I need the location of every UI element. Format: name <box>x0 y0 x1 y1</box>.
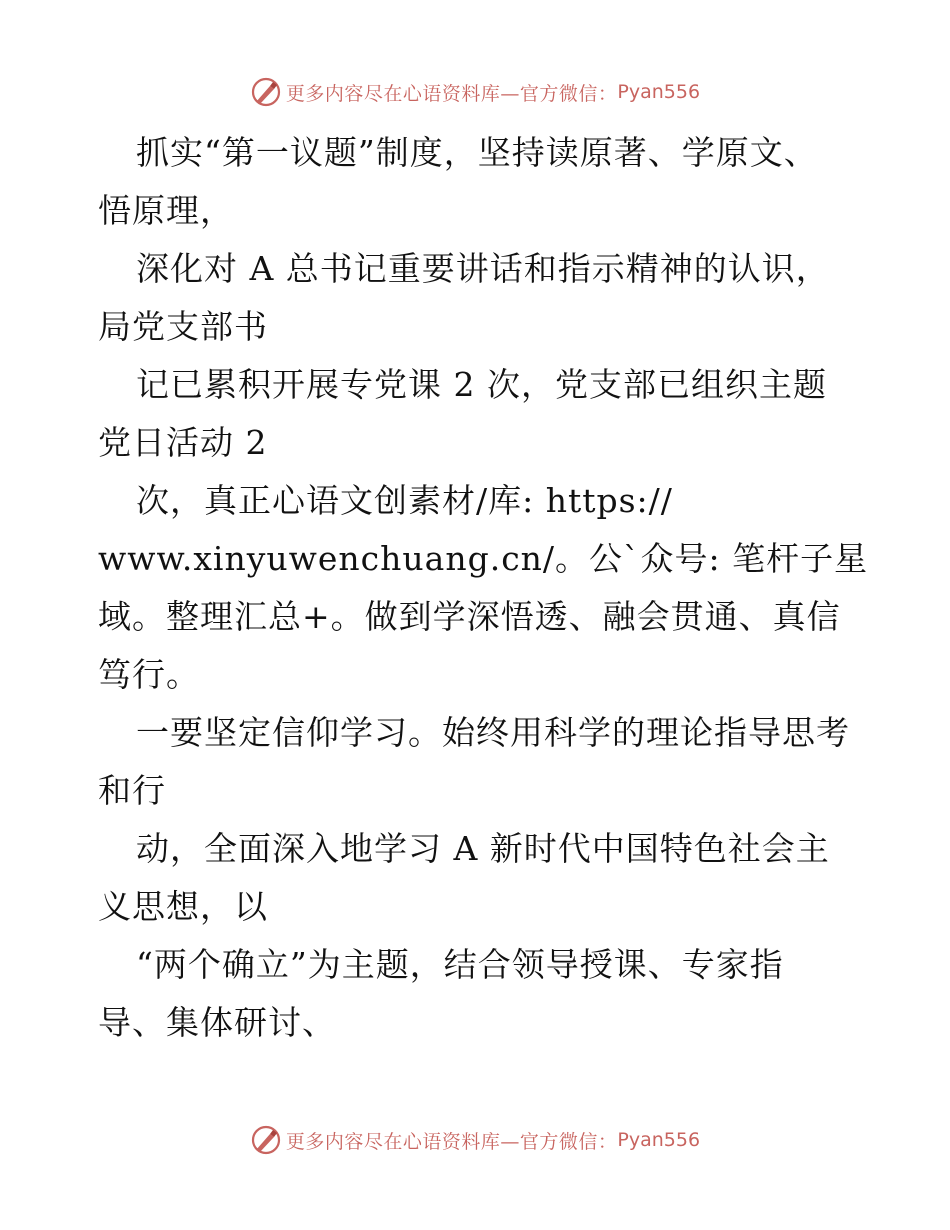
body-line: 局党支部书 <box>98 307 268 346</box>
document-body <box>98 124 869 1052</box>
header-banner <box>0 72 950 112</box>
pen-logo-icon <box>250 1124 282 1156</box>
body-line: 悟原理， <box>98 191 234 230</box>
body-line: 和行 <box>98 771 166 810</box>
header-banner-text: 更多内容尽在心语资料库—官方微信： <box>285 82 618 105</box>
footer-banner <box>0 1120 950 1160</box>
body-line: 深化对 A 总书记重要讲话和指示精神的认识， <box>136 249 830 288</box>
body-line: 义思想，以 <box>98 887 268 926</box>
footer-banner-text: 更多内容尽在心语资料库—官方微信： <box>285 1130 618 1153</box>
body-line: “两个确立”为主题，结合领导授课、专家指 <box>136 945 784 984</box>
body-line: 次，真正心语文创素材/库: https:// <box>136 481 673 520</box>
footer-wechat-id: Pyan556 <box>617 1129 701 1151</box>
body-line: 党日活动 2 <box>98 423 268 462</box>
body-line: 域。整理汇总+。做到学深悟透、融会贯通、真信 <box>98 597 841 636</box>
body-line: 笃行。 <box>98 655 200 694</box>
header-wechat-id: Pyan556 <box>617 81 701 103</box>
body-line: 导、集体研讨、 <box>98 1003 336 1042</box>
body-line: 动，全面深入地学习 A 新时代中国特色社会主 <box>136 829 830 868</box>
body-line: 记已累积开展专党课 2 次，党支部已组织主题 <box>136 365 827 404</box>
pen-logo-icon <box>250 76 282 108</box>
body-line: www.xinyuwenchuang.cn/。公`众号: 笔杆子星 <box>98 539 869 578</box>
body-line: 一要坚定信仰学习。始终用科学的理论指导思考 <box>136 713 850 752</box>
body-line: 抓实“第一议题”制度，坚持读原著、学原文、 <box>136 133 818 172</box>
